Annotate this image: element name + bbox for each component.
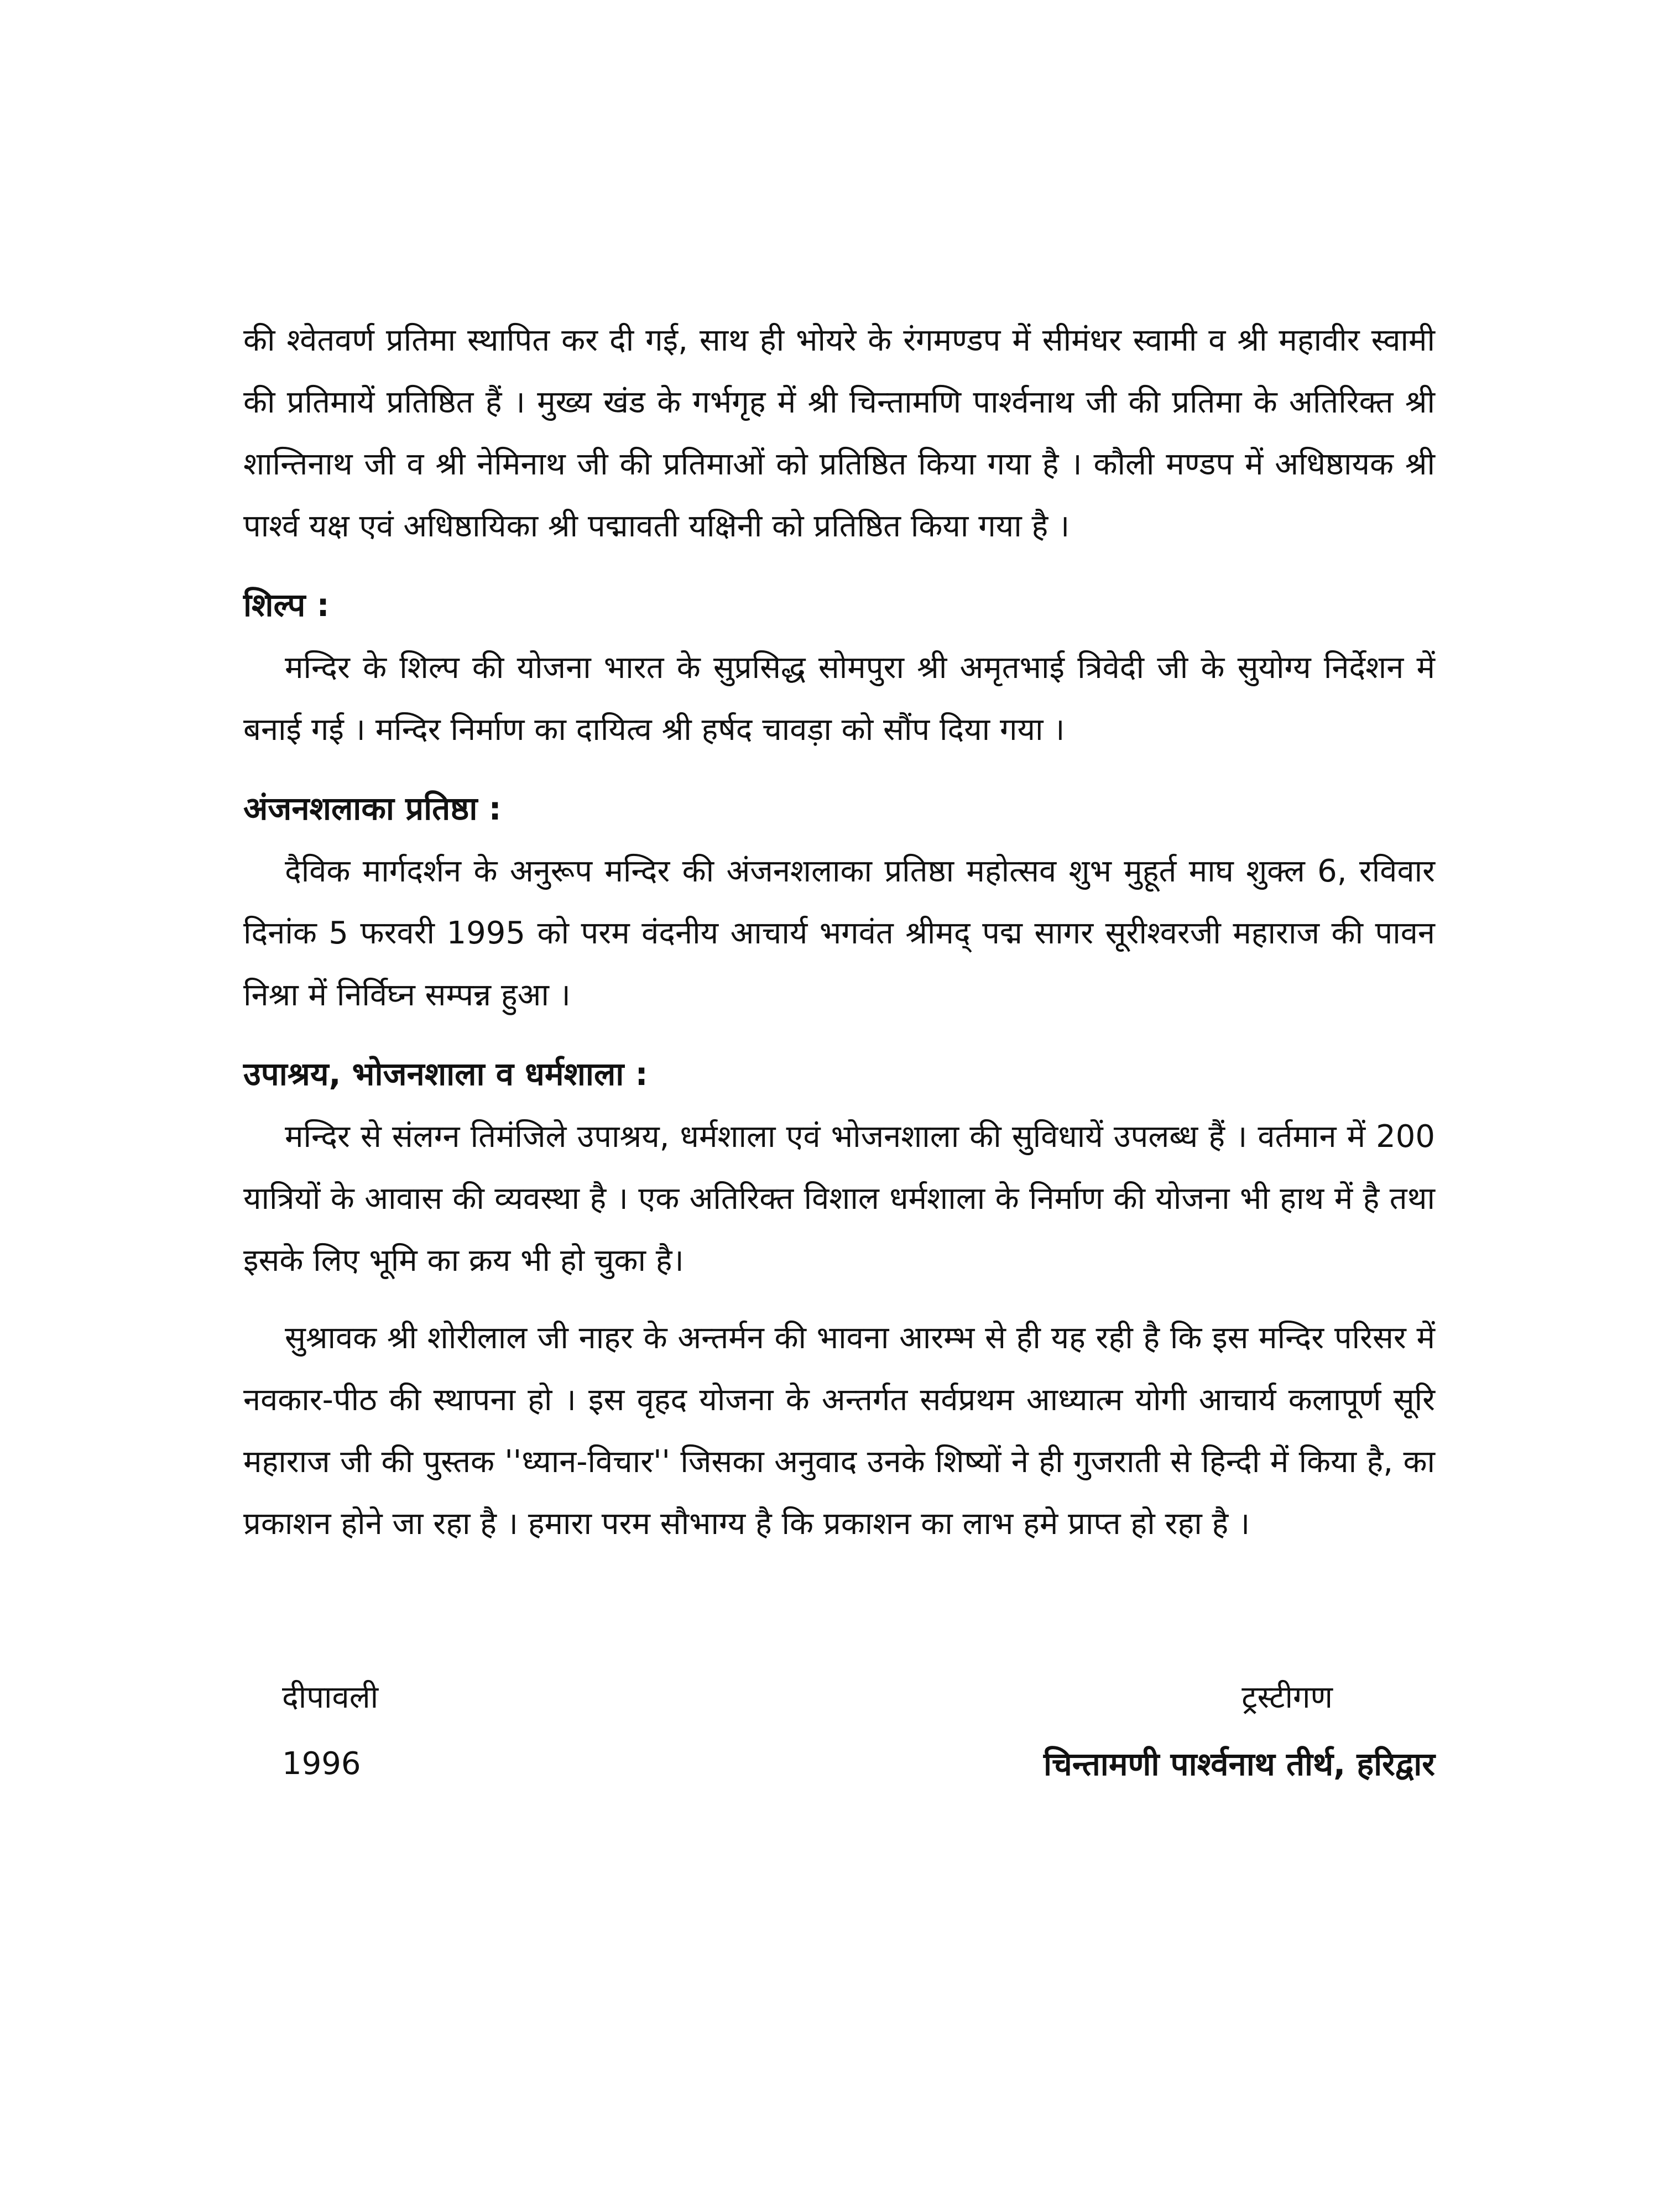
section-heading-anjanshalaka: अंजनशलाका प्रतिष्ठा : <box>243 790 502 827</box>
shilp-paragraph: मन्दिर के शिल्प की योजना भारत के सुप्रसिद्ध सोमपुरा श्री अमृतभाई त्रिवेदी जी के सुयोग्य निर्देशन में बनाई गई । मन्दिर निर्माण का दायित्व श्री हर्षद चावड़ा को सौंप दिया गया । <box>243 650 1435 748</box>
footer-signature-block <box>1044 1665 1435 1797</box>
navkar-peeth-paragraph: सुश्रावक श्री शोरीलाल जी नाहर के अन्तर्मन की भावना आरम्भ से ही यह रही है कि इस मन्दिर परिसर में नवकार-पीठ की स्थापना हो । इस वृहद योजना के अन्तर्गत सर्वप्रथम आध्यात्म योगी आचार्य कलापूर्ण सूरि महाराज जी की पुस्तक ''ध्यान-विचार'' जिसका अनुवाद उनके शिष्यों ने ही गुजराती से हिन्दी में किया है, का प्रकाशन होने जा रहा है । हमारा परम सौभाग्य है कि प्रकाशन का लाभ हमे प्राप्त हो रहा है । <box>243 1320 1435 1542</box>
occasion-text: दीपावली <box>282 1679 379 1715</box>
year-text: 1996 <box>282 1746 361 1782</box>
section-heading-shilp: शिल्प : <box>243 586 330 624</box>
upashray-paragraph: मन्दिर से संलग्न तिमंजिले उपाश्रय, धर्मशाला एवं भोजनशाला की सुविधायें उपलब्ध हैं । वर्तमान में 200 यात्रियों के आवास की व्यवस्था है । एक अतिरिक्त विशाल धर्मशाला के निर्माण की योजना भी हाथ में है तथा इसके लिए भूमि का क्रय भी हो चुका है। <box>243 1119 1435 1279</box>
signatory-label: ट्रस्टीगण <box>1241 1679 1333 1715</box>
organization-name: चिन्तामणी पार्श्वनाथ तीर्थ, हरिद्वार <box>1044 1745 1435 1783</box>
anjanshalaka-paragraph: दैविक मार्गदर्शन के अनुरूप मन्दिर की अंजनशलाका प्रतिष्ठा महोत्सव शुभ मुहूर्त माघ शुक्ल 6, रविवार दिनांक 5 फरवरी 1995 को परम वंदनीय आचार्य भगवंत श्रीमद् पद्म सागर सूरीश्वरजी महाराज की पावन निश्रा में निर्विघ्न सम्पन्न हुआ । <box>243 853 1435 1013</box>
section-heading-upashray: उपाश्रय, भोजनशाला व धर्मशाला : <box>243 1055 648 1093</box>
footer-date-block <box>282 1665 378 1797</box>
document-body <box>243 310 1435 1555</box>
intro-paragraph: की श्वेतवर्ण प्रतिमा स्थापित कर दी गई, साथ ही भोयरे के रंगमण्डप में सीमंधर स्वामी व श्री महावीर स्वामी की प्रतिमायें प्रतिष्ठित हैं । मुख्य खंड के गर्भगृह में श्री चिन्तामणि पार्श्वनाथ जी की प्रतिमा के अतिरिक्त श्री शान्तिनाथ जी व श्री नेमिनाथ जी की प्रतिमाओं को प्रतिष्ठित किया गया है । कौली मण्डप में अधिष्ठायक श्री पार्श्व यक्ष एवं अधिष्ठायिका श्री पद्मावती यक्षिनी को प्रतिष्ठित किया गया है । <box>243 322 1435 544</box>
